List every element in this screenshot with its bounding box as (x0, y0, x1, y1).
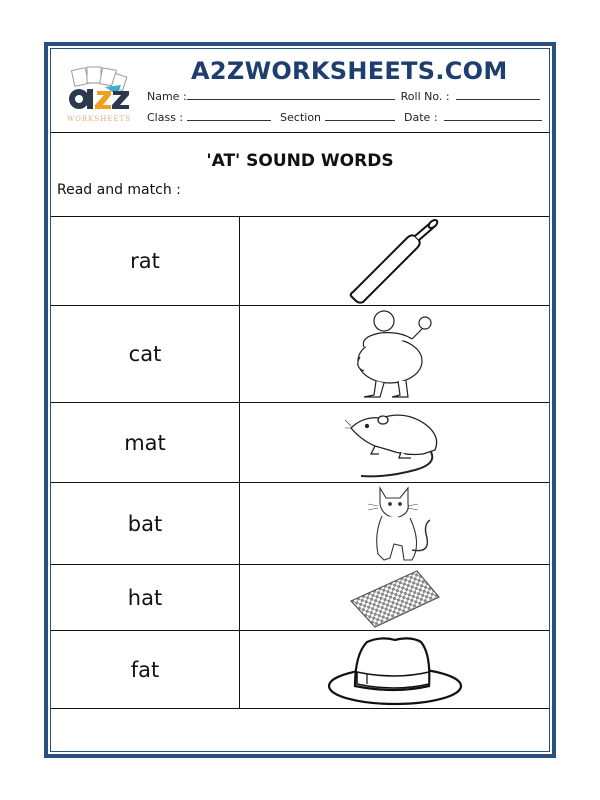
table-row (51, 631, 549, 709)
word-cell[interactable]: rat (51, 217, 240, 305)
table-row (51, 403, 549, 483)
worksheet-inner-border (50, 48, 550, 752)
class-field[interactable] (187, 111, 271, 121)
word-cell[interactable]: bat (51, 483, 240, 564)
picture-cell[interactable] (240, 631, 549, 708)
cat-icon (350, 484, 440, 564)
section-field[interactable] (325, 111, 395, 121)
date-label: Date : (404, 111, 438, 124)
title-block (51, 133, 549, 216)
hat-icon (325, 634, 465, 706)
word-cell[interactable]: fat (51, 631, 240, 708)
picture-cell[interactable] (240, 403, 549, 482)
word-cell[interactable]: cat (51, 306, 240, 402)
svg-text:WORKSHEETS: WORKSHEETS (66, 115, 132, 123)
class-label: Class : (147, 111, 184, 124)
table-row (51, 565, 549, 631)
roll-no-label: Roll No. : (400, 90, 450, 103)
mat-icon (345, 567, 445, 629)
picture-cell[interactable] (240, 565, 549, 630)
a2z-worksheets-logo-icon (59, 65, 139, 129)
rat-icon (345, 406, 445, 480)
section-label: Section (280, 111, 322, 124)
class-section-date-row (147, 111, 548, 124)
site-title: A2ZWORKSHEETS.COM (191, 57, 508, 85)
table-row (51, 217, 549, 306)
name-label: Name : (147, 90, 187, 103)
worksheet-header (51, 49, 549, 133)
picture-cell[interactable] (240, 217, 549, 305)
table-row (51, 306, 549, 403)
name-field[interactable] (187, 90, 395, 100)
name-roll-row (147, 90, 546, 103)
worksheet-title: 'AT' SOUND WORDS (206, 151, 394, 171)
date-field[interactable] (444, 111, 542, 121)
roll-no-field[interactable] (456, 90, 540, 100)
match-table (51, 216, 549, 709)
word-cell[interactable]: mat (51, 403, 240, 482)
word-cell[interactable]: hat (51, 565, 240, 630)
table-row (51, 483, 549, 565)
picture-cell[interactable] (240, 483, 549, 564)
cricket-bat-icon (345, 218, 445, 304)
picture-cell[interactable] (240, 306, 549, 402)
fat-man-icon (350, 307, 440, 401)
instruction-text: Read and match : (57, 182, 181, 198)
worksheet-border (44, 42, 556, 758)
